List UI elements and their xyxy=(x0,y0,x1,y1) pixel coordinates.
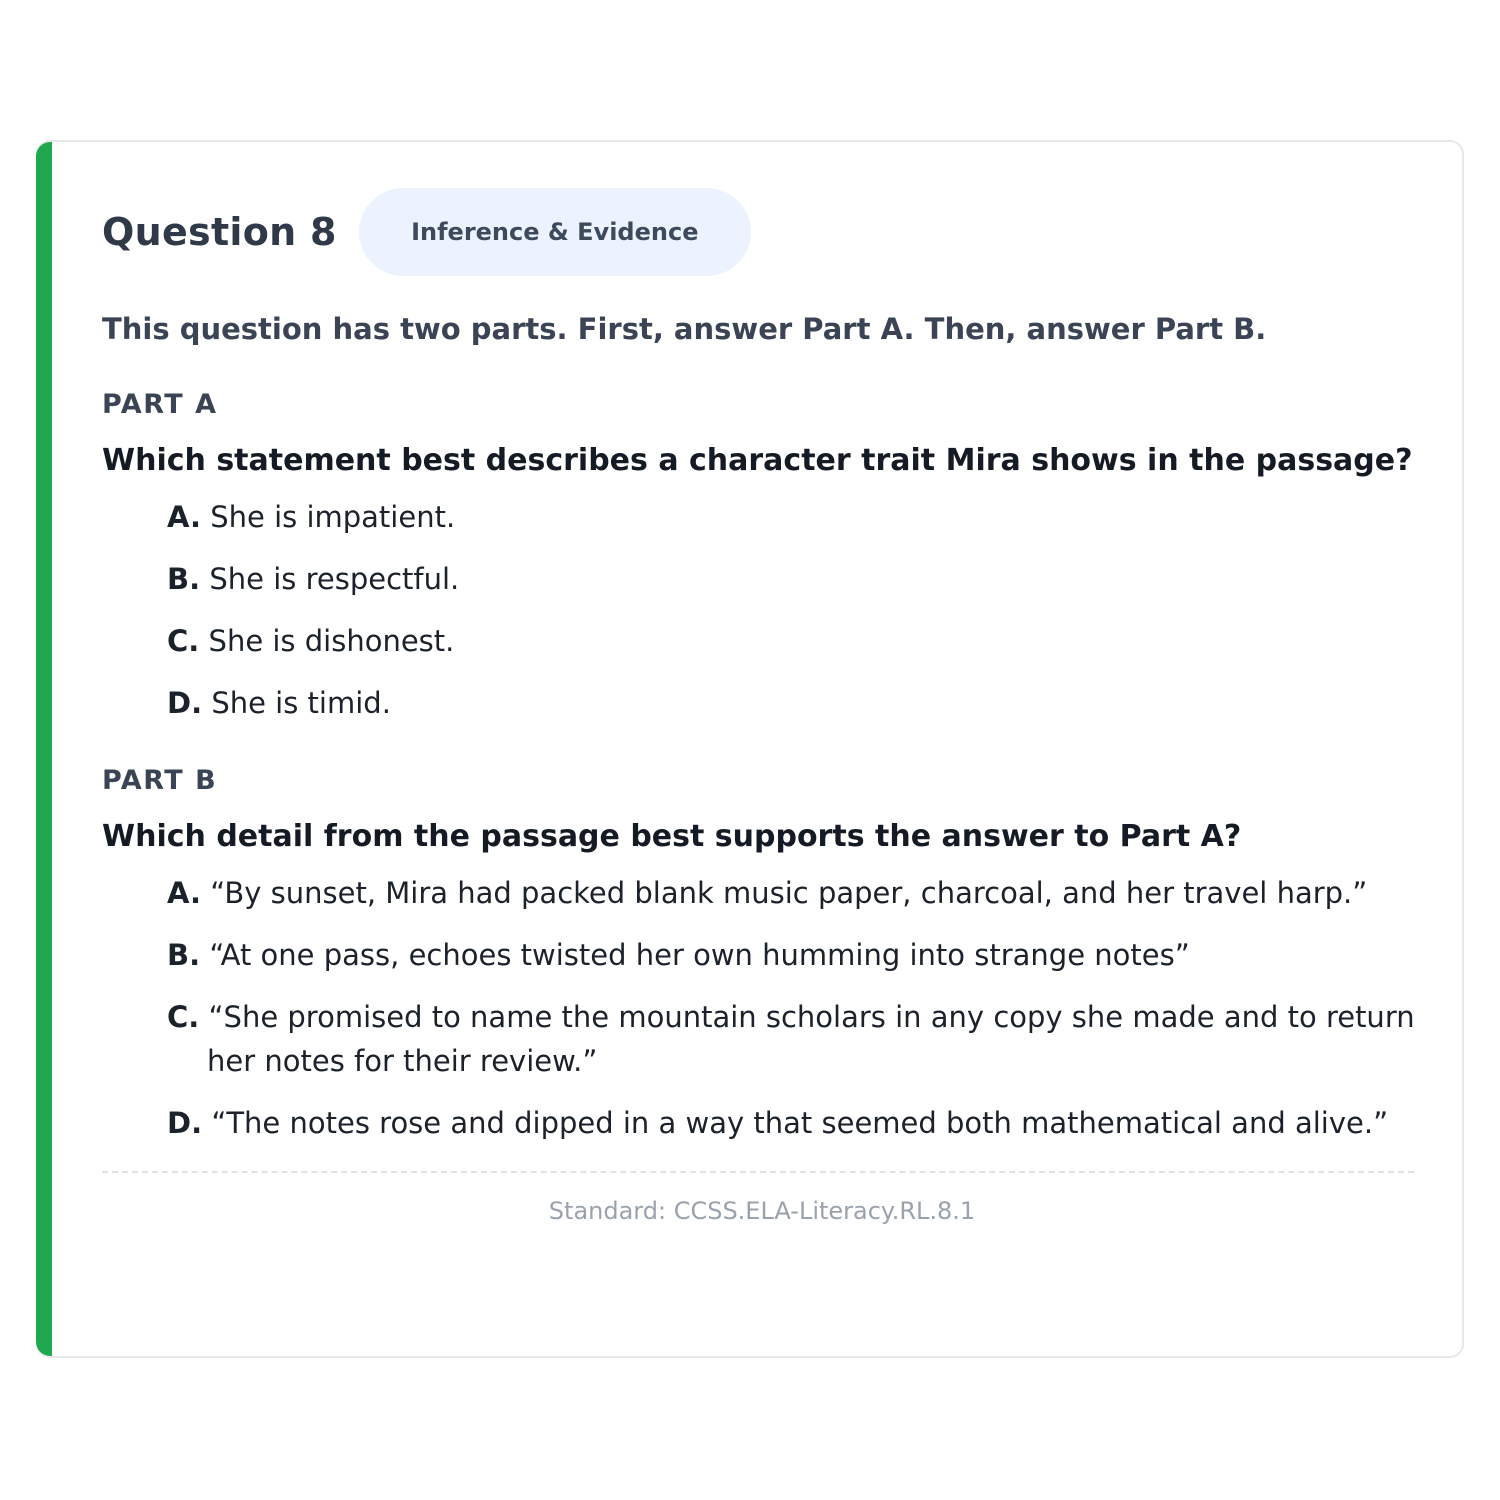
part-a-option-b[interactable] xyxy=(167,557,1422,601)
option-letter: D. xyxy=(167,686,203,720)
option-text: “She promised to name the mountain scholars in any copy she made and to return her notes for their review.” xyxy=(207,1000,1415,1078)
option-letter: D. xyxy=(167,1106,203,1140)
part-b-option-d[interactable] xyxy=(167,1101,1422,1145)
part-a-option-d[interactable] xyxy=(167,681,1422,725)
option-text: “At one pass, echoes twisted her own humming into strange notes” xyxy=(209,938,1190,972)
part-a-option-c[interactable] xyxy=(167,619,1422,663)
part-b-option-b[interactable] xyxy=(167,933,1422,977)
option-text: She is dishonest. xyxy=(208,624,455,658)
category-badge: Inference & Evidence xyxy=(359,188,751,276)
option-text: She is impatient. xyxy=(210,500,456,534)
question-content xyxy=(102,188,1422,1229)
question-header xyxy=(102,188,1422,276)
option-letter: A. xyxy=(167,876,201,910)
option-text: “By sunset, Mira had packed blank music paper, charcoal, and her travel harp.” xyxy=(210,876,1368,910)
option-letter: B. xyxy=(167,938,201,972)
option-letter: A. xyxy=(167,500,201,534)
part-b-options xyxy=(102,871,1422,1145)
option-letter: C. xyxy=(167,624,200,658)
question-card xyxy=(36,140,1464,1358)
part-a-label: PART A xyxy=(102,389,218,420)
option-letter: C. xyxy=(167,1000,200,1034)
option-text: She is respectful. xyxy=(209,562,460,596)
part-b-option-c[interactable] xyxy=(167,995,1422,1083)
option-letter: B. xyxy=(167,562,201,596)
question-instructions: This question has two parts. First, answer Part A. Then, answer Part B. xyxy=(102,312,1267,346)
card-accent-bar xyxy=(36,142,52,1356)
option-text: “The notes rose and dipped in a way that seemed both mathematical and alive.” xyxy=(211,1106,1389,1140)
question-title: Question 8 xyxy=(102,210,337,254)
part-b-prompt: Which detail from the passage best supports the answer to Part A? xyxy=(102,819,1242,854)
part-a-prompt: Which statement best describes a character trait Mira shows in the passage? xyxy=(102,443,1413,478)
option-text: She is timid. xyxy=(211,686,391,720)
footer-divider xyxy=(102,1171,1414,1173)
part-a-option-a[interactable] xyxy=(167,495,1422,539)
part-b-label: PART B xyxy=(102,765,218,796)
standard-label: Standard: CCSS.ELA-Literacy.RL.8.1 xyxy=(548,1197,976,1225)
part-b-option-a[interactable] xyxy=(167,871,1422,915)
part-a-options xyxy=(102,495,1422,725)
